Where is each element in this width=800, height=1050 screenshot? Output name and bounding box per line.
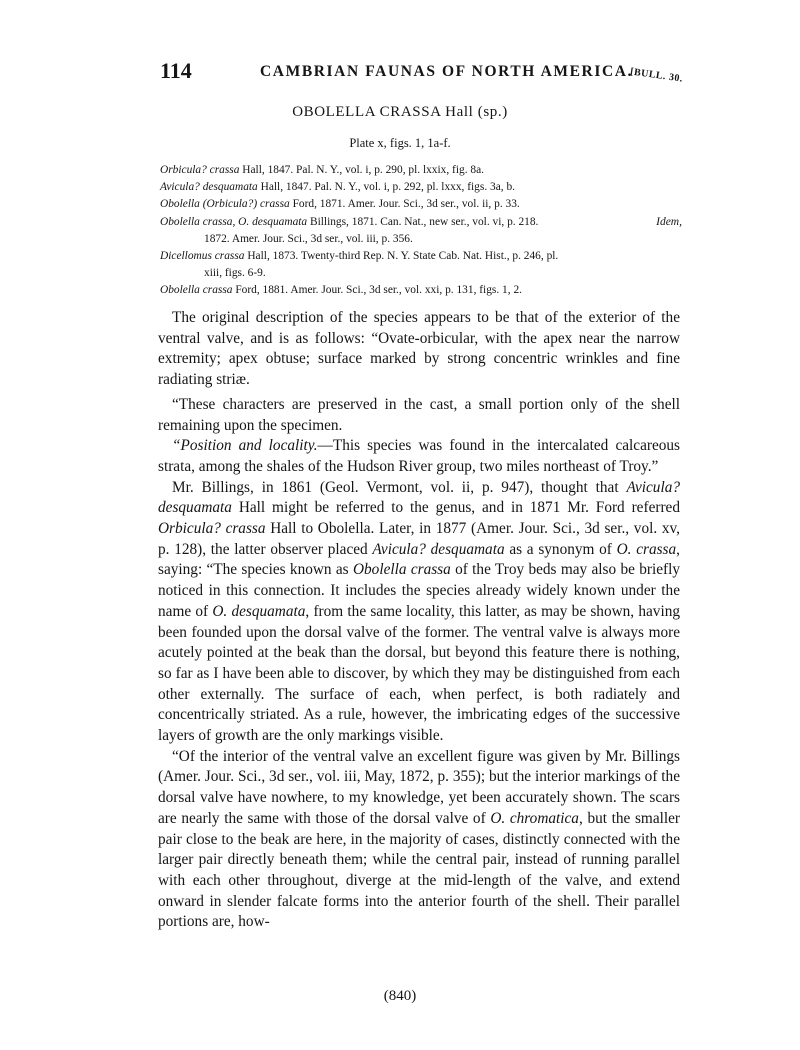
body-text	[158, 308, 680, 933]
section-lead: “Position and locality.	[172, 437, 318, 455]
taxon-name: Obolella crassa, O. desquamata	[160, 215, 308, 228]
citation: Ford, 1871. Amer. Jour. Sci., 3d ser., vol. ii, p. 33.	[289, 198, 520, 211]
paragraph: “Of the interior of the ventral valve an excellent figure was given by Mr. Billings (Amer. Jour. Sci., 3d ser., vol. iii, May, 1872, p. 355); but the interior markings of the dorsal valve have nowhere, to my knowledge, yet been accurately shown. The scars are nearly the same with those of the dorsal valve of O. chromatica, but the smaller pair close to the beak are here, in the majority of cases, distinctly connected with the larger pair directly beneath them; while the central pair, instead of running parallel with each other throughout, diverge at the mid-length of the valve, and extend onward in slender falcate forms into the anterior fourth of the shell. Their parallel portions are, how-	[158, 747, 680, 931]
bulletin-label: [BULL. 30.	[629, 66, 684, 85]
paragraph: Mr. Billings, in 1861 (Geol. Vermont, vol. ii, p. 947), thought that Avicula? desquamata Hall might be referred to the genus, and in 1871 Mr. Ford referred Orbicula? crassa Hall to Obolella. Later, in 1877 (Amer. Jour. Sci., 3d ser., vol. xv, p. 128), the latter observer placed Avicula? desquamata as a synonym of O. crassa, saying: “The species known as Obolella crassa of the Troy beds may also be briefly noticed in this connection. It includes the species already widely known under the name of O. desquamata, from the same locality, this latter, as may be shown, having been founded upon the dorsal valve of the former. The ventral valve is always more acutely pointed at the beak than the dorsal, but beyond this feature there is nothing, so far as I have been able to discover, by which they may be distinguished from each other externally. The surface of each, when perfect, is both radiately and concentrically striated. As a rule, however, the imbricating edges of the successive layers of growth are the only markings visible.	[158, 478, 680, 745]
synonymy-entry	[160, 162, 680, 179]
running-title: CAMBRIAN FAUNAS OF NORTH AMERICA.	[260, 63, 634, 80]
species-title: OBOLELLA CRASSA Hall (sp.)	[292, 104, 508, 120]
citation: Billings, 1871. Can. Nat., new ser., vol. vi, p. 218.	[307, 215, 539, 228]
synonymy-continuation: xiii, figs. 6-9.	[204, 267, 266, 280]
paragraph: “Position and locality.—This species was found in the intercalated calcareous strata, among the shales of the Hudson River group, two miles northeast of Troy.”	[158, 437, 680, 475]
synonymy-entry	[160, 248, 680, 265]
citation: Hall, 1847. Pal. N. Y., vol. i, p. 292, pl. lxxx, figs. 3a, b.	[257, 181, 515, 194]
citation: Hall, 1847. Pal. N. Y., vol. i, p. 290, pl. lxxix, fig. 8a.	[239, 164, 484, 176]
citation: Hall, 1873. Twenty-third Rep. N. Y. State Cab. Nat. Hist., p. 246, pl.	[244, 250, 559, 263]
synonymy-list	[160, 162, 680, 300]
synonymy-entry	[160, 196, 680, 213]
plate-reference: Plate x, figs. 1, 1a-f.	[349, 136, 451, 150]
synonymy-entry	[160, 179, 680, 196]
taxon-name: Dicellomus crassa	[160, 250, 245, 263]
paragraph: “These characters are preserved in the cast, a small portion only of the shell remaining upon the specimen.	[158, 395, 680, 434]
page-header	[160, 58, 690, 88]
paragraph: The original description of the species appears to be that of the exterior of the ventral valve, and is as follows: “Ovate-orbicular, with the apex near the narrow extremity; apex obtuse; surface marked by strong concentric wrinkles and fine radiating striæ.	[158, 309, 680, 389]
taxon-name: Obolella crassa	[160, 284, 233, 297]
citation: Ford, 1881. Amer. Jour. Sci., 3d ser., vol. xxi, p. 131, figs. 1, 2.	[232, 284, 522, 297]
page-footer-number: (840)	[383, 988, 417, 1004]
taxon-name: Obolella (Orbicula?) crassa	[160, 198, 290, 211]
synonymy-entry	[160, 282, 680, 299]
page-number: 114	[160, 58, 192, 83]
synonymy-entry	[160, 214, 680, 231]
idem-note: Idem,	[656, 216, 682, 228]
taxon-name: Orbicula? crassa	[160, 164, 240, 176]
synonymy-continuation: 1872. Amer. Jour. Sci., 3d ser., vol. iii, p. 356.	[204, 232, 413, 245]
taxon-name: Avicula? desquamata	[160, 181, 258, 194]
